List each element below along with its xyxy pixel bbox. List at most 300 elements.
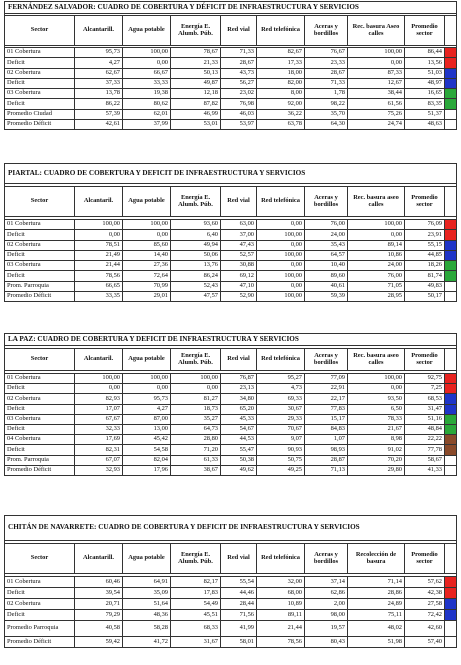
table-row <box>5 48 457 58</box>
table-header-row <box>5 187 457 217</box>
table-row <box>5 99 457 109</box>
value-cell: 9,07 <box>257 435 305 445</box>
value-cell: 21,33 <box>171 58 221 68</box>
value-cell: 87,33 <box>348 68 405 78</box>
value-cell: 0,00 <box>123 384 171 394</box>
value-cell: 75,11 <box>348 610 405 621</box>
table-row <box>5 240 457 250</box>
table-row <box>5 261 457 271</box>
row-label: 01 Cobertura <box>5 577 75 588</box>
column-header: Red vial <box>221 16 257 46</box>
value-cell: 12,67 <box>348 78 405 88</box>
value-cell: 30,88 <box>221 261 257 271</box>
value-cell: 52,90 <box>221 292 257 302</box>
value-cell: 17,07 <box>75 404 123 414</box>
value-cell: 62,01 <box>123 109 171 119</box>
value-cell: 21,67 <box>348 424 405 434</box>
value-cell: 100,00 <box>75 374 123 384</box>
column-header: Promedio sector <box>405 187 445 217</box>
value-cell: 38,44 <box>348 89 405 99</box>
value-cell: 63,78 <box>257 120 305 130</box>
sector-color-marker <box>445 465 457 475</box>
value-cell: 69,33 <box>257 394 305 404</box>
column-header: Red telefónica <box>257 16 305 46</box>
row-label: 01 Cobertura <box>5 220 75 230</box>
value-cell: 0,00 <box>123 230 171 240</box>
coverage-table <box>4 515 457 648</box>
value-cell: 70,67 <box>257 424 305 434</box>
value-cell: 50,75 <box>257 455 305 465</box>
value-cell: 71,56 <box>221 610 257 621</box>
value-cell: 58,28 <box>123 621 171 637</box>
value-cell: 48,84 <box>405 424 445 434</box>
value-cell: 77,09 <box>305 374 348 384</box>
value-cell: 36,22 <box>257 109 305 119</box>
value-cell: 39,54 <box>75 588 123 599</box>
value-cell: 42,60 <box>405 621 445 637</box>
value-cell: 41,99 <box>221 621 257 637</box>
value-cell: 24,00 <box>348 261 405 271</box>
value-cell: 53,01 <box>171 120 221 130</box>
value-cell: 32,93 <box>75 465 123 475</box>
sector-color-marker <box>445 58 457 68</box>
value-cell: 48,97 <box>405 78 445 88</box>
row-label: Promedio Parroquia <box>5 621 75 637</box>
row-label: Promedio Déficit <box>5 637 75 648</box>
row-label: 03 Cobertura <box>5 89 75 99</box>
table-row <box>5 435 457 445</box>
row-label: 04 Cobertura <box>5 435 75 445</box>
value-cell: 0,00 <box>257 240 305 250</box>
value-cell: 29,33 <box>257 414 305 424</box>
row-label: Deficit <box>5 78 75 88</box>
value-cell: 37,00 <box>221 230 257 240</box>
value-cell: 89,11 <box>257 610 305 621</box>
value-cell: 28,95 <box>348 292 405 302</box>
value-cell: 95,27 <box>257 374 305 384</box>
value-cell: 87,82 <box>171 99 221 109</box>
column-header: Red vial <box>221 544 257 574</box>
value-cell: 35,70 <box>305 109 348 119</box>
value-cell: 70,20 <box>348 455 405 465</box>
value-cell: 2,00 <box>305 599 348 610</box>
value-cell: 58,67 <box>405 455 445 465</box>
value-cell: 42,38 <box>405 588 445 599</box>
value-cell: 0,00 <box>257 281 305 291</box>
value-cell: 57,40 <box>405 637 445 648</box>
value-cell: 13,78 <box>75 89 123 99</box>
row-label: Deficit <box>5 99 75 109</box>
value-cell: 49,94 <box>171 240 221 250</box>
value-cell: 49,87 <box>171 78 221 88</box>
value-cell: 18,00 <box>257 68 305 78</box>
table-row <box>5 230 457 240</box>
value-cell: 10,40 <box>305 261 348 271</box>
value-cell: 77,78 <box>405 445 445 455</box>
sector-color-marker <box>445 637 457 648</box>
value-cell: 86,22 <box>75 99 123 109</box>
value-cell: 51,03 <box>405 68 445 78</box>
table-row <box>5 281 457 291</box>
value-cell: 50,06 <box>171 250 221 260</box>
value-cell: 95,73 <box>75 48 123 58</box>
value-cell: 8,00 <box>257 89 305 99</box>
value-cell: 51,16 <box>405 414 445 424</box>
sector-color-marker <box>445 292 457 302</box>
header-mark-cell <box>445 544 457 574</box>
table-row <box>5 610 457 621</box>
table-header-row <box>5 544 457 574</box>
table-row <box>5 637 457 648</box>
value-cell: 46,99 <box>171 109 221 119</box>
value-cell: 13,00 <box>123 424 171 434</box>
table-row <box>5 465 457 475</box>
row-label: Deficit <box>5 588 75 599</box>
sector-color-marker <box>445 68 457 78</box>
value-cell: 19,38 <box>123 89 171 99</box>
sector-color-marker <box>445 230 457 240</box>
value-cell: 32,00 <box>257 577 305 588</box>
column-header: Sector <box>5 349 75 371</box>
value-cell: 23,13 <box>221 384 257 394</box>
value-cell: 12,18 <box>171 89 221 99</box>
column-header: Red vial <box>221 187 257 217</box>
value-cell: 52,43 <box>171 281 221 291</box>
value-cell: 37,33 <box>75 78 123 88</box>
value-cell: 100,00 <box>123 48 171 58</box>
row-label: Prom. Parroquia <box>5 281 75 291</box>
value-cell: 28,67 <box>305 68 348 78</box>
value-cell: 75,26 <box>348 109 405 119</box>
value-cell: 85,60 <box>123 240 171 250</box>
value-cell: 0,00 <box>75 384 123 394</box>
value-cell: 1,78 <box>305 89 348 99</box>
table-row <box>5 292 457 302</box>
value-cell: 7,25 <box>405 384 445 394</box>
value-cell: 82,67 <box>257 48 305 58</box>
value-cell: 50,17 <box>405 292 445 302</box>
column-header: Agua potable <box>123 187 171 217</box>
value-cell: 100,00 <box>348 374 405 384</box>
table-title: LA PAZ: CUADRO DE COBERTURA Y DEFICIT DE INFRAESTRUCTURA Y SERVICIOS <box>5 334 457 346</box>
value-cell: 98,00 <box>305 610 348 621</box>
value-cell: 64,73 <box>171 424 221 434</box>
value-cell: 31,47 <box>405 404 445 414</box>
sector-color-marker <box>445 261 457 271</box>
value-cell: 89,14 <box>348 240 405 250</box>
column-header: Promedio sector <box>405 544 445 574</box>
sector-color-marker <box>445 250 457 260</box>
row-label: Deficit <box>5 230 75 240</box>
value-cell: 17,69 <box>75 435 123 445</box>
value-cell: 78,33 <box>348 414 405 424</box>
value-cell: 72,42 <box>405 610 445 621</box>
header-mark-cell <box>445 16 457 46</box>
value-cell: 86,24 <box>171 271 221 281</box>
table-title-row <box>5 334 457 346</box>
value-cell: 28,87 <box>305 455 348 465</box>
value-cell: 17,96 <box>123 465 171 475</box>
value-cell: 60,46 <box>75 577 123 588</box>
value-cell: 100,00 <box>171 374 221 384</box>
value-cell: 87,00 <box>123 414 171 424</box>
column-header: Sector <box>5 187 75 217</box>
value-cell: 76,98 <box>221 99 257 109</box>
sector-color-marker <box>445 374 457 384</box>
value-cell: 52,57 <box>221 250 257 260</box>
value-cell: 70,99 <box>123 281 171 291</box>
value-cell: 76,00 <box>348 271 405 281</box>
value-cell: 100,00 <box>257 250 305 260</box>
column-header: Energía E. Alumb. Púb. <box>171 349 221 371</box>
value-cell: 82,93 <box>75 394 123 404</box>
value-cell: 21,44 <box>257 621 305 637</box>
row-label: Promedio Déficit <box>5 465 75 475</box>
sector-color-marker <box>445 89 457 99</box>
table-row <box>5 621 457 637</box>
value-cell: 43,73 <box>221 68 257 78</box>
value-cell: 100,00 <box>348 48 405 58</box>
row-label: 02 Cobertura <box>5 394 75 404</box>
value-cell: 76,67 <box>305 48 348 58</box>
table-row <box>5 271 457 281</box>
value-cell: 0,00 <box>257 261 305 271</box>
value-cell: 66,67 <box>123 68 171 78</box>
value-cell: 59,42 <box>75 637 123 648</box>
table-title: PIARTAL: CUADRO DE COBERTURA Y DEFICIT DE INFRAESTRUCTURA Y SERVICIOS <box>5 164 457 184</box>
value-cell: 44,85 <box>405 250 445 260</box>
value-cell: 32,33 <box>75 424 123 434</box>
value-cell: 4,27 <box>123 404 171 414</box>
value-cell: 28,67 <box>221 58 257 68</box>
column-header: Energía E. Alumb. Púb. <box>171 544 221 574</box>
value-cell: 50,38 <box>221 455 257 465</box>
sector-color-marker <box>445 220 457 230</box>
value-cell: 62,86 <box>305 588 348 599</box>
value-cell: 24,89 <box>348 599 405 610</box>
value-cell: 8,98 <box>348 435 405 445</box>
coverage-table <box>4 163 457 302</box>
value-cell: 100,00 <box>257 292 305 302</box>
column-header: Energía E. Alumb. Púb. <box>171 187 221 217</box>
value-cell: 82,00 <box>257 78 305 88</box>
sector-color-marker <box>445 599 457 610</box>
value-cell: 24,74 <box>348 120 405 130</box>
column-header: Red telefónica <box>257 187 305 217</box>
value-cell: 100,00 <box>348 220 405 230</box>
value-cell: 80,43 <box>305 637 348 648</box>
column-header: Agua potable <box>123 16 171 46</box>
value-cell: 29,80 <box>348 465 405 475</box>
row-label: Promedio Ciudad <box>5 109 75 119</box>
value-cell: 0,00 <box>75 230 123 240</box>
table-row <box>5 394 457 404</box>
value-cell: 44,53 <box>221 435 257 445</box>
value-cell: 40,58 <box>75 621 123 637</box>
value-cell: 33,33 <box>123 78 171 88</box>
sector-color-marker <box>445 588 457 599</box>
value-cell: 22,17 <box>305 394 348 404</box>
value-cell: 13,76 <box>171 261 221 271</box>
value-cell: 71,33 <box>305 78 348 88</box>
sector-color-marker <box>445 455 457 465</box>
value-cell: 35,09 <box>123 588 171 599</box>
value-cell: 27,36 <box>123 261 171 271</box>
column-header: Alcantarill. <box>75 544 123 574</box>
value-cell: 66,65 <box>75 281 123 291</box>
value-cell: 51,37 <box>405 109 445 119</box>
value-cell: 37,99 <box>123 120 171 130</box>
value-cell: 19,57 <box>305 621 348 637</box>
value-cell: 13,56 <box>405 58 445 68</box>
value-cell: 41,72 <box>123 637 171 648</box>
column-header: Sector <box>5 544 75 574</box>
sector-color-marker <box>445 404 457 414</box>
row-label: 01 Cobertura <box>5 48 75 58</box>
row-label: Deficit <box>5 384 75 394</box>
value-cell: 40,61 <box>305 281 348 291</box>
column-header: Red telefónica <box>257 544 305 574</box>
table-row <box>5 220 457 230</box>
value-cell: 68,00 <box>257 588 305 599</box>
value-cell: 76,00 <box>305 220 348 230</box>
value-cell: 93,60 <box>171 220 221 230</box>
value-cell: 28,44 <box>221 599 257 610</box>
table-header-row <box>5 16 457 46</box>
sector-color-marker <box>445 78 457 88</box>
coverage-table <box>4 333 457 476</box>
column-header: Aceras y bordillos <box>305 349 348 371</box>
value-cell: 68,53 <box>405 394 445 404</box>
value-cell: 31,67 <box>171 637 221 648</box>
table-title-row <box>5 516 457 541</box>
value-cell: 63,00 <box>221 220 257 230</box>
value-cell: 47,43 <box>221 240 257 250</box>
value-cell: 22,22 <box>405 435 445 445</box>
column-header: Agua potable <box>123 349 171 371</box>
column-header: Rec. basura aseo calles <box>348 187 405 217</box>
value-cell: 54,67 <box>221 424 257 434</box>
table-title-row <box>5 164 457 184</box>
sector-color-marker <box>445 271 457 281</box>
sector-color-marker <box>445 610 457 621</box>
value-cell: 64,91 <box>123 577 171 588</box>
value-cell: 68,33 <box>171 621 221 637</box>
value-cell: 93,50 <box>348 394 405 404</box>
value-cell: 100,00 <box>75 220 123 230</box>
value-cell: 82,04 <box>123 455 171 465</box>
sector-color-marker <box>445 394 457 404</box>
row-label: Promedio Déficit <box>5 120 75 130</box>
value-cell: 21,49 <box>75 250 123 260</box>
value-cell: 35,27 <box>171 414 221 424</box>
value-cell: 51,98 <box>348 637 405 648</box>
value-cell: 17,33 <box>257 58 305 68</box>
value-cell: 48,36 <box>123 610 171 621</box>
column-header: Red telefónica <box>257 349 305 371</box>
sector-color-marker <box>445 120 457 130</box>
column-header: Sector <box>5 16 75 46</box>
table-row <box>5 577 457 588</box>
value-cell: 49,62 <box>221 465 257 475</box>
column-header: Energía E. Alumb. Púb. <box>171 16 221 46</box>
value-cell: 78,67 <box>171 48 221 58</box>
value-cell: 54,58 <box>123 445 171 455</box>
value-cell: 18,73 <box>171 404 221 414</box>
column-header: Red vial <box>221 349 257 371</box>
table-row <box>5 455 457 465</box>
sector-color-marker <box>445 281 457 291</box>
value-cell: 59,39 <box>305 292 348 302</box>
value-cell: 55,47 <box>221 445 257 455</box>
sector-color-marker <box>445 240 457 250</box>
table-row <box>5 78 457 88</box>
value-cell: 90,93 <box>257 445 305 455</box>
row-label: Prom. Parroquia <box>5 455 75 465</box>
value-cell: 10,86 <box>348 250 405 260</box>
value-cell: 42,61 <box>75 120 123 130</box>
value-cell: 65,20 <box>221 404 257 414</box>
value-cell: 30,67 <box>257 404 305 414</box>
column-header: Rec. basura aseo calles <box>348 349 405 371</box>
value-cell: 61,33 <box>171 455 221 465</box>
value-cell: 0,00 <box>348 58 405 68</box>
row-label: Deficit <box>5 250 75 260</box>
row-label: Deficit <box>5 58 75 68</box>
column-header: Promedio sector <box>405 349 445 371</box>
value-cell: 53,97 <box>221 120 257 130</box>
sector-color-marker <box>445 445 457 455</box>
value-cell: 91,02 <box>348 445 405 455</box>
value-cell: 89,60 <box>305 271 348 281</box>
sector-color-marker <box>445 99 457 109</box>
column-header: Agua potable <box>123 544 171 574</box>
value-cell: 28,80 <box>171 435 221 445</box>
value-cell: 95,73 <box>123 394 171 404</box>
value-cell: 78,56 <box>75 271 123 281</box>
value-cell: 83,35 <box>405 99 445 109</box>
value-cell: 54,49 <box>171 599 221 610</box>
value-cell: 37,14 <box>305 577 348 588</box>
value-cell: 23,33 <box>305 58 348 68</box>
value-cell: 100,00 <box>123 220 171 230</box>
table-row <box>5 120 457 130</box>
value-cell: 80,62 <box>123 99 171 109</box>
table-title: FERNÁNDEZ SALVADOR: CUADRO DE COBERTURA Y DÉFICIT DE INFRAESTRUCTURA Y SERVICIOS <box>5 2 457 14</box>
table-row <box>5 58 457 68</box>
value-cell: 78,51 <box>75 240 123 250</box>
value-cell: 86,44 <box>405 48 445 58</box>
row-label: Deficit <box>5 404 75 414</box>
coverage-table <box>4 1 457 130</box>
table-row <box>5 109 457 119</box>
value-cell: 47,10 <box>221 281 257 291</box>
value-cell: 23,02 <box>221 89 257 99</box>
value-cell: 58,01 <box>221 637 257 648</box>
value-cell: 6,40 <box>171 230 221 240</box>
value-cell: 92,00 <box>257 99 305 109</box>
row-label: 03 Cobertura <box>5 414 75 424</box>
column-header: Promedio sector <box>405 16 445 46</box>
row-label: 02 Cobertura <box>5 599 75 610</box>
value-cell: 71,05 <box>348 281 405 291</box>
value-cell: 0,00 <box>348 230 405 240</box>
sector-color-marker <box>445 424 457 434</box>
value-cell: 44,46 <box>221 588 257 599</box>
column-header: Alcantarill. <box>75 16 123 46</box>
value-cell: 84,83 <box>305 424 348 434</box>
column-header: Aceras y bordillos <box>305 187 348 217</box>
